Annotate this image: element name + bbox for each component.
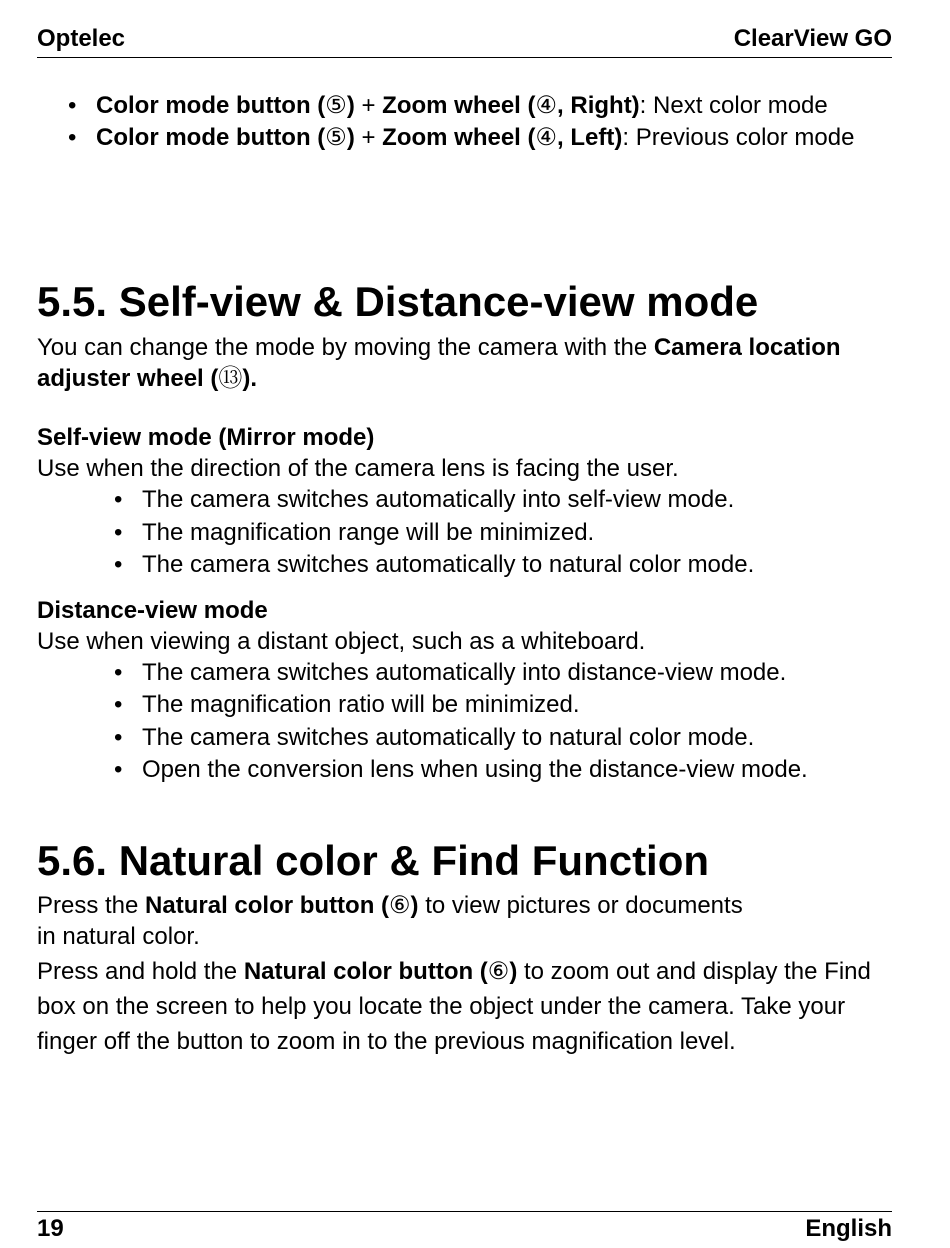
list-item xyxy=(37,122,892,153)
callout-number: ④ xyxy=(535,92,558,119)
section-self-distance-view xyxy=(37,278,907,787)
item-text: : Next color mode xyxy=(639,92,828,119)
section-title: 5.5. Self-view & Distance-view mode xyxy=(37,278,759,325)
item-text: : Previous color mode xyxy=(622,124,855,151)
callout-number: ④ xyxy=(535,124,558,151)
bold-text: Zoom wheel ( xyxy=(382,124,536,151)
para-text: to zoom out and display the Find box on the screen to help you locate the object under the camera. Take your finger off the button to zoom in to the previous magnification level. xyxy=(37,958,871,1055)
callout-number: ⑥ xyxy=(487,958,510,985)
bold-text: Color mode button ( xyxy=(96,124,326,151)
page-header xyxy=(37,24,892,58)
list-item xyxy=(37,90,892,121)
list-item: • The camera switches automatically into self-view mode. xyxy=(37,484,907,517)
list-item: • The magnification range will be minimized. xyxy=(37,517,907,550)
intro-text: You can change the mode by moving the camera with the xyxy=(37,334,654,361)
header-product: ClearView GO xyxy=(733,25,892,52)
list-item: • The magnification ratio will be minimized. xyxy=(37,689,907,722)
section-intro xyxy=(37,332,907,394)
selfview-list xyxy=(37,484,907,582)
list-item: • The camera switches automatically into distance-view mode. xyxy=(37,657,907,690)
bold-text: , Right) xyxy=(557,92,640,119)
callout-number: ⑬ xyxy=(218,365,243,392)
section-title: 5.6. Natural color & Find Function xyxy=(37,837,710,884)
bold-text: ). xyxy=(242,365,258,392)
list-item: • The camera switches automatically to natural color mode. xyxy=(37,549,907,582)
bold-text: Color mode button ( xyxy=(96,92,326,119)
bold-text: ) xyxy=(346,124,355,151)
para-text: Press the xyxy=(37,892,146,919)
para-text: Press and hold the xyxy=(37,958,244,985)
bold-text: Zoom wheel ( xyxy=(382,92,536,119)
page-footer xyxy=(37,1211,892,1246)
callout-number: ⑤ xyxy=(325,124,347,151)
distanceview-list xyxy=(37,657,907,787)
header-brand: Optelec xyxy=(37,25,126,52)
color-mode-shortcuts xyxy=(37,90,892,154)
bold-text: , Left) xyxy=(557,124,623,151)
paragraph xyxy=(37,954,877,1059)
bold-text: Natural color button ( xyxy=(145,892,390,919)
selfview-description: Use when the direction of the camera lens is facing the user. xyxy=(37,455,679,482)
callout-number: ⑥ xyxy=(389,892,411,919)
bold-text: Natural color button ( xyxy=(243,958,488,985)
distanceview-heading: Distance-view mode xyxy=(37,596,268,624)
bold-text: ) xyxy=(509,958,518,985)
distanceview-description: Use when viewing a distant object, such as a whiteboard. xyxy=(37,627,646,655)
list-item: • Open the conversion lens when using the distance-view mode. xyxy=(37,754,907,787)
selfview-heading: Self-view mode (Mirror mode) xyxy=(37,424,375,451)
page-number: 19 xyxy=(37,1215,64,1242)
plus-text: + xyxy=(354,124,383,151)
footer-language: English xyxy=(805,1215,892,1242)
bold-text: ) xyxy=(346,92,355,119)
para-text: in natural color. xyxy=(37,923,200,950)
list-item: • The camera switches automatically to natural color mode. xyxy=(37,722,907,755)
plus-text: + xyxy=(354,92,383,119)
bold-text: Camera location adjuster wheel ( xyxy=(37,334,841,392)
paragraph xyxy=(37,890,907,952)
section-natural-color-find xyxy=(37,837,907,1059)
callout-number: ⑤ xyxy=(325,92,347,119)
para-text: to view pictures or documents xyxy=(418,892,743,919)
bold-text: ) xyxy=(410,892,419,919)
